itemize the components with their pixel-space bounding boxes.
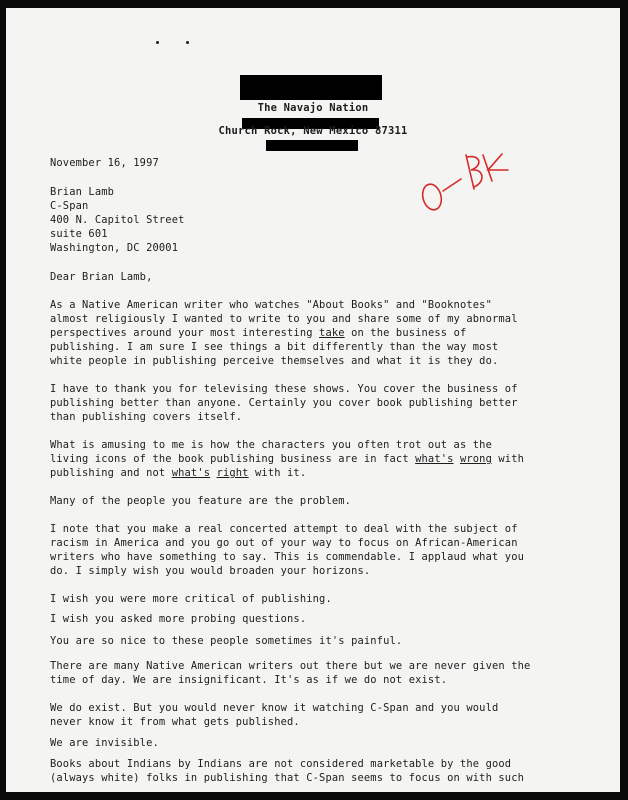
paragraph-12-line: Books about Indians by Indians are not considered marketable by the good	[50, 758, 512, 770]
underlined-word: what's	[415, 453, 454, 465]
paragraph-2-line: publishing better than anyone. Certainly you cover book publishing better	[50, 397, 518, 409]
paragraph-4: Many of the people you feature are the problem.	[50, 495, 352, 507]
paragraph-5-line: writers who have something to say. This is commendable. I applaud what you	[50, 551, 525, 563]
underlined-word: take	[319, 327, 345, 339]
paragraph-3-line	[50, 467, 306, 479]
paragraph-1-line	[50, 327, 466, 339]
recipient-street: 400 N. Capitol Street	[50, 214, 185, 226]
letterhead-org: The Navajo Nation	[257, 102, 369, 114]
paragraph-12-line: (always white) folks in publishing that C-Span seems to focus on with such	[50, 772, 525, 784]
recipient-suite: suite 601	[50, 228, 108, 240]
underlined-word: wrong	[459, 453, 492, 465]
paragraph-1-line: As a Native American writer who watches "About Books" and "Booknotes"	[50, 299, 492, 311]
paragraph-10-line: never know it from what gets published.	[50, 716, 300, 728]
recipient-name: Brian Lamb	[50, 186, 115, 198]
handwritten-annotation	[420, 148, 520, 228]
paragraph-10-line: We do exist. But you would never know it watching C-Span and you would	[50, 702, 499, 714]
paragraph-1-line: white people in publishing perceive themselves and what it is they do.	[50, 355, 499, 367]
paragraph-1-line: publishing. I am sure I see things a bit differently than the way most	[50, 341, 499, 353]
paragraph-5-line: racism in America and you go out of your way to focus on African-American	[50, 537, 518, 549]
paragraph-11: We are invisible.	[50, 737, 159, 749]
paragraph-9-line: time of day. We are insignificant. It's as if we do not exist.	[50, 674, 448, 686]
paragraph-7: I wish you asked more probing questions.	[50, 613, 307, 625]
speck-mark	[186, 41, 189, 44]
paragraph-5-line: I note that you make a real concerted attempt to deal with the subject of	[50, 523, 518, 535]
text-run: publishing and not	[50, 467, 172, 479]
paragraph-9-line: There are many Native American writers out there but we are never given the	[50, 660, 531, 672]
text-run: with it.	[248, 467, 307, 479]
letter-date: November 16, 1997	[50, 157, 159, 169]
redaction-bar	[240, 75, 382, 100]
paragraph-6: I wish you were more critical of publishing.	[50, 593, 332, 605]
salutation: Dear Brian Lamb,	[50, 271, 153, 283]
recipient-org: C-Span	[50, 200, 89, 212]
paragraph-3-line	[50, 453, 524, 465]
letter-page	[6, 8, 620, 792]
paragraph-2-line: than publishing covers itself.	[50, 411, 243, 423]
paragraph-3-line: What is amusing to me is how the characters you often trot out as the	[50, 439, 492, 451]
text-run: living icons of the book publishing business are in fact	[50, 453, 416, 465]
paragraph-8: You are so nice to these people sometimes it's painful.	[50, 635, 403, 647]
text-run: perspectives around your most interesting	[50, 327, 320, 339]
paragraph-1-line: almost religiously I wanted to write to you and share some of my abnormal	[50, 313, 518, 325]
speck-mark	[156, 41, 159, 44]
underlined-word: right	[216, 467, 249, 479]
recipient-city: Washington, DC 20001	[50, 242, 179, 254]
text-run: with	[492, 453, 525, 465]
paragraph-2-line: I have to thank you for televising these shows. You cover the business of	[50, 383, 518, 395]
paragraph-5-line: do. I simply wish you would broaden your horizons.	[50, 565, 371, 577]
underlined-word: what's	[171, 467, 211, 479]
text-run: on the business of	[344, 327, 467, 339]
redaction-bar	[266, 140, 358, 151]
letterhead-address: Church Rock, New Mexico 87311	[218, 125, 408, 137]
